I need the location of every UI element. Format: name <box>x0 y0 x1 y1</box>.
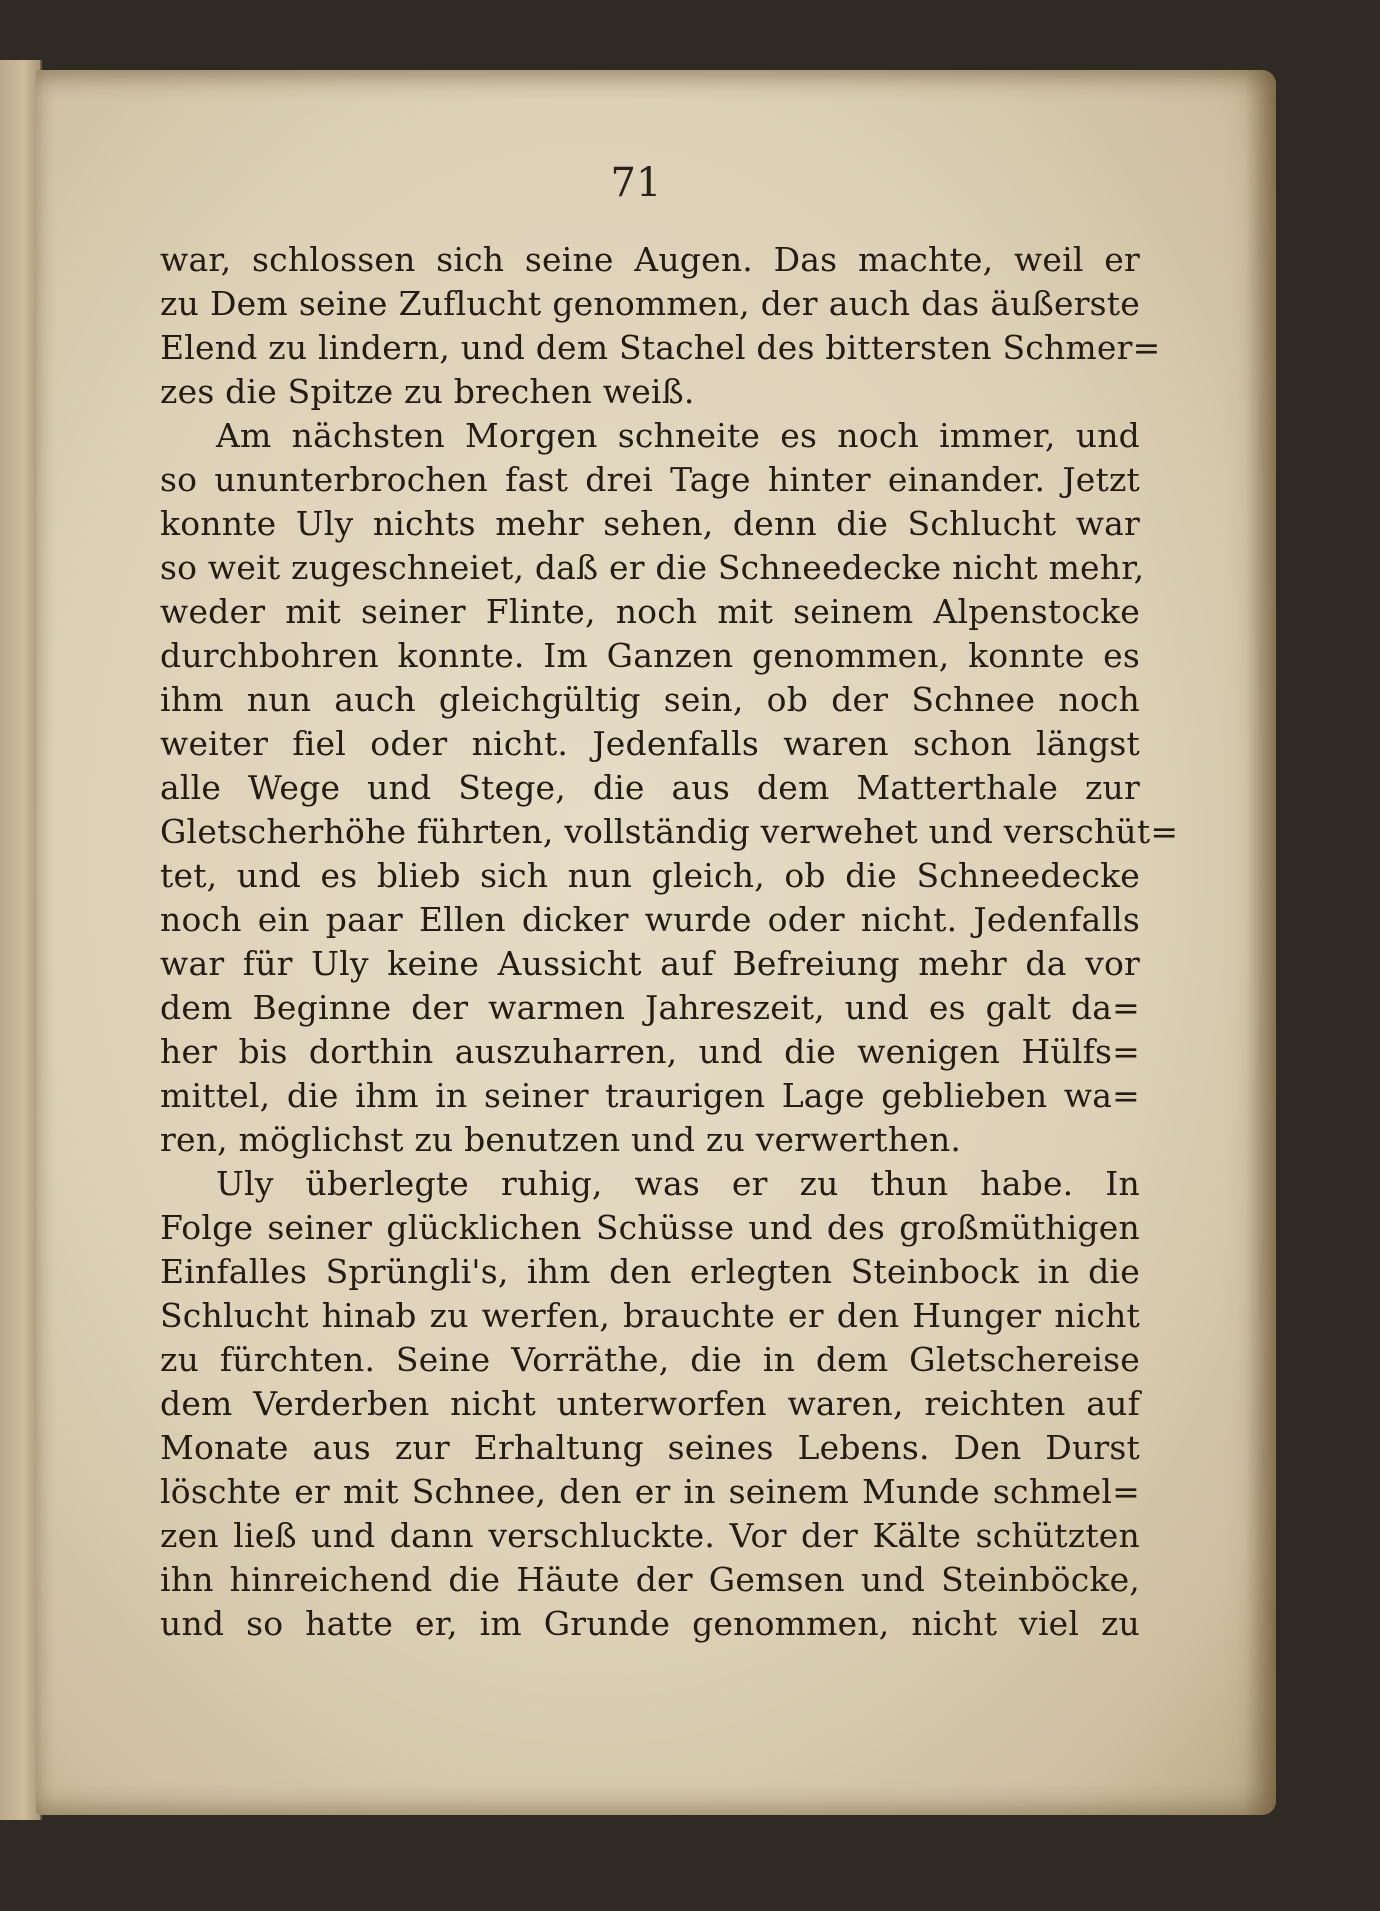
text-line: weiter fiel oder nicht. Jedenfalls waren schon längst <box>160 724 1140 763</box>
page-edge-shadow <box>1246 70 1276 1815</box>
text-line: konnte Uly nichts mehr sehen, denn die Schlucht war <box>160 504 1140 543</box>
text-line: Folge seiner glücklichen Schüsse und des großmüthigen <box>160 1208 1140 1247</box>
text-line: Einfalles Sprüngli's, ihm den erlegten Steinbock in die <box>160 1252 1140 1291</box>
text-line: so weit zugeschneiet, daß er die Schneedecke nicht mehr, <box>160 548 1145 587</box>
text-line: noch ein paar Ellen dicker wurde oder nicht. Jedenfalls <box>160 900 1140 939</box>
text-line: so ununterbrochen fast drei Tage hinter einander. Jetzt <box>160 460 1140 499</box>
text-line: und so hatte er, im Grunde genommen, nicht viel zu <box>160 1604 1140 1643</box>
text-line: Uly überlegte ruhig, was er zu thun habe. In <box>216 1164 1140 1203</box>
text-line: Gletscherhöhe führten, vollständig verwehet und verschüt= <box>160 812 1179 851</box>
book-page <box>36 70 1276 1815</box>
text-line: Am nächsten Morgen schneite es noch immer, und <box>216 416 1140 455</box>
text-line: her bis dorthin auszuharren, und die wenigen Hülfs= <box>160 1032 1140 1071</box>
text-line: dem Beginne der warmen Jahreszeit, und es galt da= <box>160 988 1140 1027</box>
text-line: löschte er mit Schnee, den er in seinem Munde schmel= <box>160 1472 1140 1511</box>
text-line: zu fürchten. Seine Vorräthe, die in dem Gletschereise <box>160 1340 1140 1379</box>
text-line: ren, möglichst zu benutzen und zu verwerthen. <box>160 1120 962 1159</box>
text-line: alle Wege und Stege, die aus dem Matterthale zur <box>160 768 1140 807</box>
text-line: zu Dem seine Zuflucht genommen, der auch das äußerste <box>160 284 1140 323</box>
page-text <box>160 238 1179 1646</box>
text-line: zen ließ und dann verschluckte. Vor der Kälte schützten <box>160 1516 1140 1555</box>
text-line: Elend zu lindern, und dem Stachel des bittersten Schmer= <box>160 328 1161 367</box>
text-line: ihm nun auch gleichgültig sein, ob der Schnee noch <box>160 680 1140 719</box>
text-line: weder mit seiner Flinte, noch mit seinem Alpenstocke <box>160 592 1140 631</box>
text-line: war für Uly keine Aussicht auf Befreiung mehr da vor <box>160 944 1140 983</box>
text-line: Monate aus zur Erhaltung seines Lebens. Den Durst <box>160 1428 1140 1467</box>
text-line: mittel, die ihm in seiner traurigen Lage geblieben wa= <box>160 1076 1140 1115</box>
text-line: war, schlossen sich seine Augen. Das machte, weil er <box>160 240 1140 279</box>
text-line: dem Verderben nicht unterworfen waren, reichten auf <box>160 1384 1140 1423</box>
text-line: durchbohren konnte. Im Ganzen genommen, konnte es <box>160 636 1140 675</box>
text-line: ihn hinreichend die Häute der Gemsen und Steinböcke, <box>160 1560 1140 1599</box>
text-line: Schlucht hinab zu werfen, brauchte er den Hunger nicht <box>160 1296 1140 1335</box>
page-number: 71 <box>610 160 662 206</box>
text-line: zes die Spitze zu brechen weiß. <box>160 372 695 411</box>
text-line: tet, und es blieb sich nun gleich, ob die Schneedecke <box>160 856 1140 895</box>
